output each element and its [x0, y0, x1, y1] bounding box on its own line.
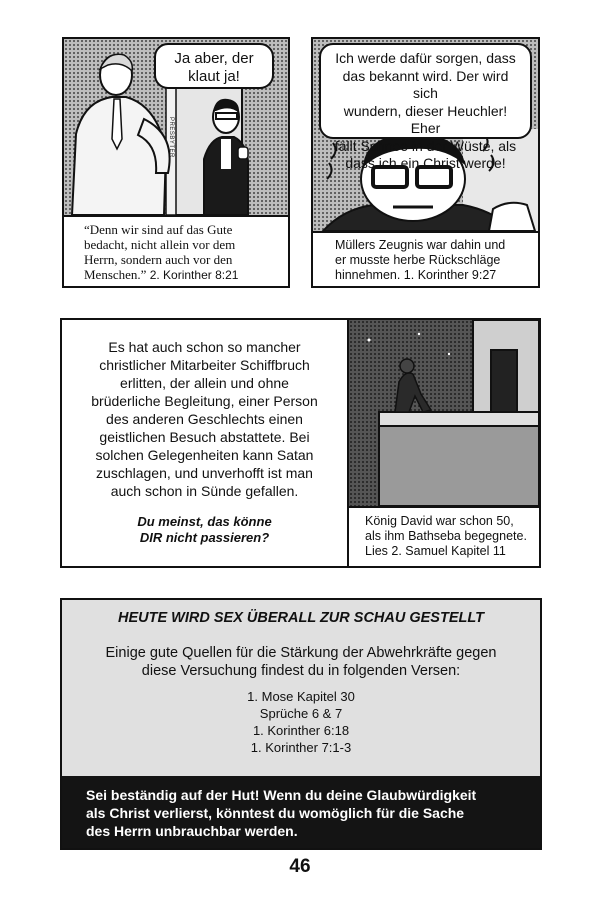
temptation-box [60, 598, 542, 850]
panel-3-image-frame [347, 320, 541, 566]
bubble-1-line: klaut ja! [188, 68, 240, 85]
panel-3-line: solchen Gelegenheiten kann Satan [95, 447, 314, 463]
panel-3-line: christlicher Mitarbeiter Schiffbruch [99, 357, 310, 373]
verse-item: 1. Korinther 6:18 [252, 723, 350, 738]
caption-2-line: hinnehmen. 1. Korinther 9:27 [335, 268, 497, 282]
caption-1-text: Menschen.” [84, 267, 150, 282]
bubble-1-line: Ja aber, der [174, 50, 254, 67]
panel-3-line: des anderen Geschlechts einen [106, 411, 303, 427]
star [448, 353, 450, 355]
panel-3-text [62, 338, 347, 500]
panel-3-line: zuschlagen, und unverhofft ist man [96, 465, 313, 481]
star [418, 333, 420, 335]
temptation-box-top [62, 600, 540, 776]
king-david-figure [395, 373, 431, 412]
roof-parapet [379, 412, 539, 426]
panel-3-caption [349, 506, 539, 566]
panel-3-line: geistlichen Besuch abstattete. Bei [99, 429, 310, 445]
star [368, 339, 371, 342]
panel-3-question [62, 514, 347, 546]
verse-item: Sprüche 6 & 7 [259, 706, 343, 721]
peeking-man-shirt [221, 139, 231, 169]
question-line: Du meinst, das könne [137, 514, 272, 529]
question-line: DIR nicht passieren? [139, 530, 270, 545]
panel-3-line: erlitten, der allein und ohne [120, 375, 289, 391]
fist [489, 203, 535, 231]
panel-1 [62, 37, 290, 288]
building-wall [379, 426, 539, 506]
bubble-2-line: das bekannt wird. Der wird sich [342, 67, 509, 101]
panel-3 [60, 318, 541, 568]
page-number: 46 [289, 856, 311, 877]
verse-list [62, 688, 540, 756]
box-heading: HEUTE WIRD SEX ÜBERALL ZUR SCHAU GESTELLT [118, 610, 484, 626]
bubble-2-line: fällt Schnee in der Wüste, als [334, 137, 517, 154]
box-intro [62, 644, 540, 680]
warning-line: des Herrn unbrauchbar werden. [86, 823, 298, 839]
bubble-2-line: dass ich ein Christ werde! [345, 155, 506, 171]
bubble-2-line: Ich werde dafür sorgen, dass [335, 50, 516, 66]
warning-banner [62, 776, 540, 848]
bubble-2-line: wundern, dieser Heuchler! Eher [343, 102, 508, 136]
panel-3-line: Es hat auch schon so mancher [108, 339, 301, 355]
caption-2-line: er musste herbe Rückschläge [335, 253, 501, 267]
panel-3-line: brüderliche Begleitung, einer Person [91, 393, 318, 409]
warning-text [86, 786, 476, 840]
peeking-man-hand [238, 147, 248, 159]
warning-line: Sei beständig auf der Hut! Wenn du deine Glaubwürdigkeit [86, 787, 477, 803]
caption-3-line: Lies 2. Samuel Kapitel 11 [365, 544, 506, 558]
man-tie [112, 99, 122, 149]
caption-1-reference: 2. Korinther 8:21 [149, 268, 239, 282]
intro-line: diese Versuchung findest du in folgenden Versen: [141, 663, 461, 679]
speech-bubble-2 [319, 43, 532, 171]
panel-3-artwork [349, 320, 539, 506]
panel-2 [311, 37, 540, 288]
king-david-head [400, 359, 414, 373]
caption-1-line: bedacht, nicht allein vor dem [84, 237, 236, 252]
panel-2-caption [313, 231, 538, 286]
verse-item: 1. Mose Kapitel 30 [247, 689, 355, 704]
caption-3-line: König David war schon 50, [365, 514, 514, 528]
panel-3-line: auch schon in Sünde gefallen. [110, 483, 299, 499]
verse-item: 1. Korinther 7:1-3 [250, 740, 352, 755]
caption-3-line: als ihm Bathseba begegnete. [365, 529, 527, 543]
intro-line: Einige gute Quellen für die Stärkung der Abwehrkräfte gegen [105, 645, 497, 661]
door-sign: PRESBYTER [168, 117, 174, 158]
speech-bubble-1 [154, 43, 274, 89]
panel-1-caption [64, 215, 288, 286]
caption-1-line: Herrn, sondern auch vor den [84, 252, 233, 267]
warning-line: als Christ verlierst, könntest du womöglich für die Sache [86, 805, 465, 821]
tower-window [491, 350, 517, 414]
panel-3-illustration [349, 320, 539, 506]
caption-2-line: Müllers Zeugnis war dahin und [335, 238, 506, 252]
caption-1-line: “Denn wir sind auf das Gute [84, 222, 233, 237]
caption-1-line-last [84, 267, 288, 283]
